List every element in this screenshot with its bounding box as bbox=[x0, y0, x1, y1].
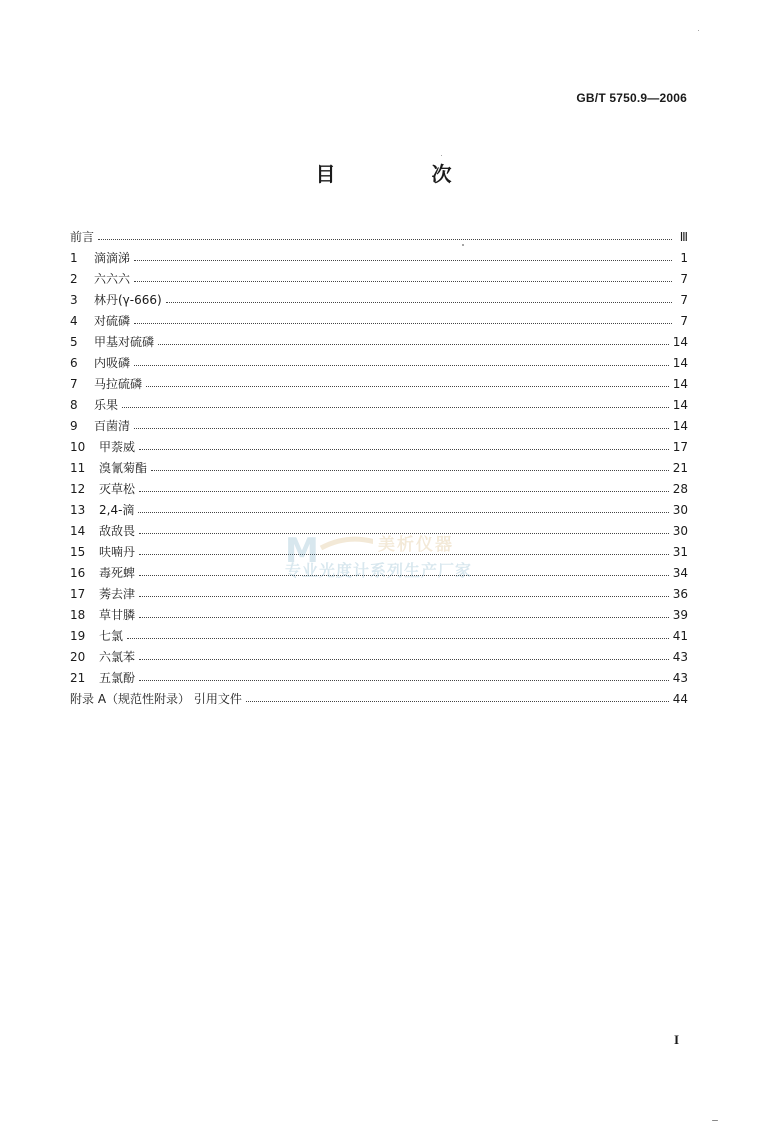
page-title: 目 次 bbox=[315, 162, 490, 186]
toc-entry-number: 12 bbox=[70, 482, 86, 496]
toc-entry-title: 草甘膦 bbox=[99, 608, 136, 622]
toc-entry-number: 17 bbox=[70, 587, 86, 601]
toc-entry[interactable] bbox=[70, 476, 688, 497]
toc-entry-title: 前言 bbox=[70, 230, 95, 244]
toc-entry-number: 9 bbox=[70, 419, 78, 433]
toc-entry-number: 3 bbox=[70, 293, 78, 307]
toc-entry-title: 六六六 bbox=[94, 272, 131, 286]
toc-entry-page: 17 bbox=[672, 440, 688, 454]
toc-entry-page: 43 bbox=[672, 650, 688, 664]
toc-leader-dots bbox=[139, 595, 669, 597]
toc-entry[interactable] bbox=[70, 287, 688, 308]
toc-leader-dots bbox=[139, 616, 669, 618]
toc-entry-number: 2 bbox=[70, 272, 78, 286]
toc-entry[interactable] bbox=[70, 518, 688, 539]
toc-entry-number: 6 bbox=[70, 356, 78, 370]
toc-entry-page: 28 bbox=[672, 482, 688, 496]
toc-leader-dots bbox=[146, 385, 669, 387]
toc-entry-title: 呋喃丹 bbox=[99, 545, 136, 559]
toc-entry-title: 溴氰菊酯 bbox=[99, 461, 148, 475]
toc-entry-number: 16 bbox=[70, 566, 86, 580]
toc-entry[interactable] bbox=[70, 413, 688, 434]
toc-entry-page: 43 bbox=[672, 671, 688, 685]
toc-entry-title: 对硫磷 bbox=[94, 314, 131, 328]
toc-leader-dots bbox=[134, 280, 672, 282]
toc-entry-number: 15 bbox=[70, 545, 86, 559]
toc-entry-title: 莠去津 bbox=[99, 587, 136, 601]
scan-speck bbox=[712, 1120, 718, 1121]
toc-entry-page: 7 bbox=[680, 293, 688, 307]
toc-entry-title: 七氯 bbox=[99, 629, 124, 643]
toc-entry-page: 14 bbox=[672, 335, 688, 349]
toc-entry-number: 19 bbox=[70, 629, 86, 643]
toc-entry-number: 7 bbox=[70, 377, 78, 391]
toc-entry-number: 18 bbox=[70, 608, 86, 622]
toc-leader-dots bbox=[246, 700, 669, 702]
toc-entry-number: 8 bbox=[70, 398, 78, 412]
svg-text:M: M bbox=[285, 531, 319, 571]
toc-entry[interactable] bbox=[70, 581, 688, 602]
toc-leader-dots bbox=[138, 511, 668, 513]
toc-entry-page: 39 bbox=[672, 608, 688, 622]
toc-leader-dots bbox=[139, 448, 669, 450]
toc-entry-page: 7 bbox=[680, 314, 688, 328]
toc-leader-dots bbox=[139, 658, 669, 660]
toc-leader-dots bbox=[134, 364, 669, 366]
toc-entry[interactable] bbox=[70, 245, 688, 266]
toc-leader-dots bbox=[98, 238, 672, 240]
toc-entry-title: 2,4-滴 bbox=[99, 503, 135, 517]
toc-leader-dots bbox=[134, 259, 672, 261]
toc-entry-page: 1 bbox=[680, 251, 688, 265]
toc-entry[interactable] bbox=[70, 350, 688, 371]
toc-entry-title: 毒死蜱 bbox=[99, 566, 136, 580]
toc-entry-page: 31 bbox=[672, 545, 688, 559]
toc-leader-dots bbox=[158, 343, 669, 345]
toc-entry[interactable] bbox=[70, 497, 688, 518]
toc-entry[interactable] bbox=[70, 308, 688, 329]
toc-leader-dots bbox=[139, 490, 669, 492]
toc-entry[interactable] bbox=[70, 686, 688, 707]
toc-entry-title: 百菌清 bbox=[94, 419, 131, 433]
toc-leader-dots bbox=[122, 406, 669, 408]
toc-entry[interactable] bbox=[70, 329, 688, 350]
toc-entry[interactable] bbox=[70, 371, 688, 392]
toc-leader-dots bbox=[151, 469, 669, 471]
toc-entry[interactable] bbox=[70, 455, 688, 476]
toc-entry[interactable] bbox=[70, 392, 688, 413]
toc-entry-number: 21 bbox=[70, 671, 86, 685]
toc-entry-page: 14 bbox=[672, 356, 688, 370]
toc-entry-page: 14 bbox=[672, 419, 688, 433]
toc-entry-page: 7 bbox=[680, 272, 688, 286]
toc-entry-title: 滴滴涕 bbox=[94, 251, 131, 265]
toc-entry-title: 甲基对硫磷 bbox=[94, 335, 155, 349]
toc-leader-dots bbox=[127, 637, 669, 639]
toc-entry-page: Ⅲ bbox=[679, 230, 688, 244]
toc-entry-number: 14 bbox=[70, 524, 86, 538]
toc-entry-number: 10 bbox=[70, 440, 86, 454]
scan-speck bbox=[698, 30, 699, 31]
toc-leader-dots bbox=[139, 574, 669, 576]
toc-entry[interactable] bbox=[70, 266, 688, 287]
toc-entry-page: 30 bbox=[672, 524, 688, 538]
toc-entry-page: 14 bbox=[672, 377, 688, 391]
toc-leader-dots bbox=[134, 322, 672, 324]
toc-entry-title: 敌敌畏 bbox=[99, 524, 136, 538]
toc-entry-page: 34 bbox=[672, 566, 688, 580]
toc-entry-title: 灭草松 bbox=[99, 482, 136, 496]
toc-entry[interactable] bbox=[70, 224, 688, 245]
toc-leader-dots bbox=[139, 553, 669, 555]
watermark-brand: 美析仪器 bbox=[378, 535, 454, 555]
toc-leader-dots bbox=[134, 427, 669, 429]
toc-entry-number: 20 bbox=[70, 650, 86, 664]
toc-entry[interactable] bbox=[70, 644, 688, 665]
toc-entry-page: 30 bbox=[672, 503, 688, 517]
toc-entry-title: 五氯酚 bbox=[99, 671, 136, 685]
toc-entry[interactable] bbox=[70, 560, 688, 581]
toc-entry-number: 11 bbox=[70, 461, 86, 475]
toc-entry-title: 乐果 bbox=[94, 398, 119, 412]
toc-entry-page: 21 bbox=[672, 461, 688, 475]
toc-entry-title: 甲萘威 bbox=[99, 440, 136, 454]
watermark-slogan: 专业光度计系列生产厂家 bbox=[285, 561, 473, 580]
toc-leader-dots bbox=[166, 301, 672, 303]
toc-entry-title: 林丹(γ-666) bbox=[94, 293, 162, 307]
toc-entry[interactable] bbox=[70, 602, 688, 623]
toc-entry-page: 14 bbox=[672, 398, 688, 412]
toc-entry-number: 1 bbox=[70, 251, 78, 265]
toc-entry-number: 4 bbox=[70, 314, 78, 328]
page-number: I bbox=[673, 1032, 679, 1047]
toc-entry-number: 13 bbox=[70, 503, 86, 517]
toc-entry[interactable] bbox=[70, 623, 688, 644]
standard-code: GB/T 5750.9—2006 bbox=[576, 91, 687, 105]
toc-entry[interactable] bbox=[70, 665, 688, 686]
toc-leader-dots bbox=[139, 679, 669, 681]
toc-entry-page: 36 bbox=[672, 587, 688, 601]
toc-entry[interactable] bbox=[70, 539, 688, 560]
scan-speck bbox=[462, 244, 464, 246]
table-of-contents bbox=[70, 224, 688, 707]
toc-entry-title: 内吸磷 bbox=[94, 356, 131, 370]
toc-entry-title: 马拉硫磷 bbox=[94, 377, 143, 391]
toc-entry-page: 41 bbox=[672, 629, 688, 643]
toc-entry-page: 44 bbox=[672, 692, 688, 706]
toc-leader-dots bbox=[139, 532, 669, 534]
toc-entry-title: 六氯苯 bbox=[99, 650, 136, 664]
toc-entry[interactable] bbox=[70, 434, 688, 455]
scan-speck bbox=[441, 155, 442, 156]
toc-entry-title: 附录 A（规范性附录） 引用文件 bbox=[70, 692, 242, 706]
toc-entry-number: 5 bbox=[70, 335, 78, 349]
